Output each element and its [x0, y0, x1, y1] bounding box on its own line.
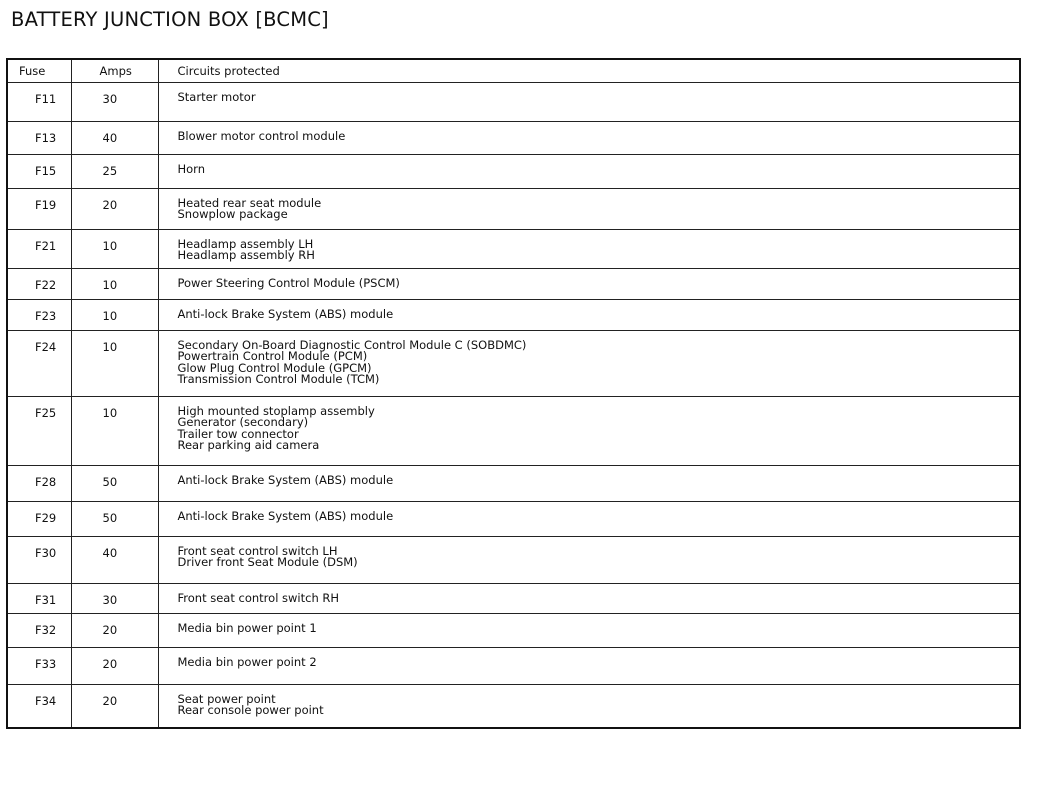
table-row	[7, 648, 1020, 685]
fuse-cell: F22	[7, 269, 71, 300]
fuse-cell: F30	[7, 537, 71, 584]
amps-cell: 25	[71, 155, 158, 189]
table-row	[7, 331, 1020, 397]
table-row	[7, 83, 1020, 122]
table-row	[7, 189, 1020, 230]
circuits-cell	[158, 466, 1020, 502]
amps-cell: 10	[71, 269, 158, 300]
circuit-line: Rear console power point	[177, 703, 324, 718]
circuit-line: Anti-lock Brake System (ABS) module	[177, 473, 394, 487]
circuits-cell	[158, 614, 1020, 648]
fuse-cell: F11	[7, 83, 71, 122]
circuits-cell	[158, 269, 1020, 300]
fuse-cell: F33	[7, 648, 71, 685]
circuit-line: Headlamp assembly RH	[177, 248, 315, 263]
table-row	[7, 155, 1020, 189]
fuse-table	[6, 58, 1021, 729]
circuits-cell	[158, 155, 1020, 189]
circuit-line: High mounted stoplamp assembly	[177, 404, 375, 418]
circuits-cell	[158, 230, 1020, 269]
circuit-line: Front seat control switch RH	[177, 591, 340, 605]
amps-cell: 20	[71, 648, 158, 685]
circuit-line: Snowplow package	[177, 207, 288, 222]
page-title: BATTERY JUNCTION BOX [BCMC]	[11, 8, 329, 31]
fuse-cell: F34	[7, 685, 71, 728]
fuse-cell: F32	[7, 614, 71, 648]
amps-cell: 50	[71, 502, 158, 537]
amps-cell: 10	[71, 397, 158, 466]
circuit-line: Seat power point	[177, 692, 276, 706]
table-row	[7, 614, 1020, 648]
circuit-line: Trailer tow connector	[177, 426, 299, 441]
circuits-cell	[158, 648, 1020, 685]
table-row	[7, 685, 1020, 728]
circuit-line: Heated rear seat module	[177, 196, 322, 210]
fuse-cell: F19	[7, 189, 71, 230]
circuit-line: Power Steering Control Module (PSCM)	[177, 276, 400, 290]
circuit-line: Driver front Seat Module (DSM)	[177, 555, 358, 570]
amps-cell: 10	[71, 331, 158, 397]
amps-cell: 50	[71, 466, 158, 502]
circuits-cell	[158, 300, 1020, 331]
fuse-cell: F29	[7, 502, 71, 537]
circuits-cell	[158, 537, 1020, 584]
circuit-line: Rear parking aid camera	[177, 437, 320, 452]
amps-cell: 20	[71, 189, 158, 230]
circuit-line: Generator (secondary)	[177, 415, 309, 430]
fuse-cell: F31	[7, 584, 71, 614]
amps-cell: 30	[71, 584, 158, 614]
table-body	[7, 83, 1020, 728]
fuse-cell: F13	[7, 122, 71, 155]
table-row	[7, 584, 1020, 614]
table-row	[7, 269, 1020, 300]
circuits-cell	[158, 331, 1020, 397]
circuit-line: Media bin power point 2	[177, 655, 317, 669]
fuse-cell: F15	[7, 155, 71, 189]
circuits-cell	[158, 397, 1020, 466]
circuit-line: Headlamp assembly LH	[177, 237, 314, 251]
header-fuse: Fuse	[7, 59, 71, 83]
fuse-cell: F28	[7, 466, 71, 502]
circuits-cell	[158, 189, 1020, 230]
table-row	[7, 122, 1020, 155]
circuits-cell	[158, 122, 1020, 155]
fuse-cell: F21	[7, 230, 71, 269]
fuse-cell: F24	[7, 331, 71, 397]
circuit-line: Transmission Control Module (TCM)	[177, 371, 380, 386]
circuit-line: Glow Plug Control Module (GPCM)	[177, 360, 372, 375]
circuit-line: Blower motor control module	[177, 129, 346, 143]
header-circuits-protected: Circuits protected	[158, 59, 1020, 83]
circuit-line: Secondary On-Board Diagnostic Control Module C (SOBDMC)	[177, 338, 527, 352]
header-amps: Amps	[71, 59, 158, 83]
amps-cell: 10	[71, 230, 158, 269]
circuit-line: Anti-lock Brake System (ABS) module	[177, 307, 394, 321]
table-header-row	[7, 59, 1020, 83]
amps-cell: 40	[71, 122, 158, 155]
circuits-cell	[158, 584, 1020, 614]
circuit-line: Media bin power point 1	[177, 621, 317, 635]
circuit-line: Anti-lock Brake System (ABS) module	[177, 509, 394, 523]
fuse-cell: F23	[7, 300, 71, 331]
amps-cell: 30	[71, 83, 158, 122]
table-row	[7, 466, 1020, 502]
table-row	[7, 397, 1020, 466]
table-row	[7, 502, 1020, 537]
amps-cell: 20	[71, 685, 158, 728]
table-row	[7, 300, 1020, 331]
amps-cell: 10	[71, 300, 158, 331]
amps-cell: 40	[71, 537, 158, 584]
circuit-line: Powertrain Control Module (PCM)	[177, 349, 368, 364]
table-row	[7, 230, 1020, 269]
table-row	[7, 537, 1020, 584]
circuits-cell	[158, 83, 1020, 122]
circuit-line: Starter motor	[177, 90, 256, 104]
circuit-line: Front seat control switch LH	[177, 544, 338, 558]
fuse-cell: F25	[7, 397, 71, 466]
circuits-cell	[158, 502, 1020, 537]
amps-cell: 20	[71, 614, 158, 648]
circuits-cell	[158, 685, 1020, 728]
circuit-line: Horn	[177, 162, 205, 176]
